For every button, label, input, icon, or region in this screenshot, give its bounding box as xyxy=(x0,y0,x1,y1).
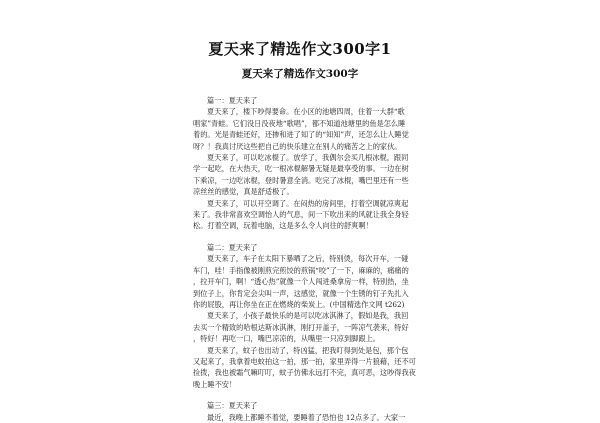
paragraph-line: 去买一个精致的哈根达斯冰淇淋，刚打开盖子，一阵凉气袭来，特好 xyxy=(193,322,409,332)
paragraph-line: 你的屁股，再让你坐在正在燃烧的柴炭上。(中国精选作文网 t262) xyxy=(193,299,405,309)
section-heading: 篇二：夏天来了 xyxy=(207,242,258,252)
paragraph-line: 夏天来了，楼下吵得要命。在小区的池塘四周，住着一大群“歌 xyxy=(207,107,405,117)
paragraph-line: 夏天来了，小孩子最快乐的是可以吃冰淇淋了，假如是我，我回 xyxy=(207,311,409,321)
paragraph xyxy=(193,253,431,310)
paragraph-line: 捡拨，我也被霜气嘛叮叮，蚊子仿佛永远打不完，真可恶，这吵得我夜 xyxy=(193,368,416,378)
paragraph-line: 着的。光是青蛙还好，还掺和进了知了的“知知”声，还怎么让人睡觉 xyxy=(193,130,409,140)
paragraph-line: 车门，哇！手指像被刚煎完煎饺的煎锅“咬”了一下，麻麻的，痛痛的 xyxy=(193,265,409,275)
paragraph-line: 松。打着空调，玩着电脑，这是多么令人向往的舒爽啊！ xyxy=(193,221,373,231)
paragraph-line: 唱家”青蛙。它们没日没夜地“歌唱”，都不知道池塘里的鱼是怎么睡 xyxy=(193,118,406,128)
document-title: 夏天来了精选作文300字1 xyxy=(208,40,392,58)
paragraph xyxy=(193,412,431,423)
paragraph xyxy=(193,198,431,232)
document-subtitle: 夏天来了精选作文300字 xyxy=(241,68,359,80)
paragraph-line: 下乘凉，一边吃冰棍，登时暑意全消。吃完了冰棍，嘴巴里还有一些 xyxy=(193,175,409,185)
paragraph-line: 夏天来了，蚊子也出动了，特凶猛，把我叮得到处是包，那个包 xyxy=(207,345,409,355)
paragraph-line: 夏天来了，可以吃冰棍了。放学了，我偶尔会买几根冰棍，跟同 xyxy=(207,153,409,163)
section-heading: 篇一：夏天来了 xyxy=(207,96,258,105)
document-body xyxy=(193,95,431,423)
paragraph xyxy=(193,345,431,391)
paragraph xyxy=(193,152,431,198)
paragraph xyxy=(193,106,431,152)
section-heading: 篇三：夏天来了 xyxy=(207,401,258,411)
paragraph-line: ，特好！再吃一口，嘴巴凉凉的，从嘴里一只凉到脚跟上。 xyxy=(193,334,380,344)
paragraph-line: 呀？！我真讨厌这些把自己的快乐建立在别人的痛苦之上的家伙。 xyxy=(193,141,402,151)
paragraph-line: 夏天来了，车子在太阳下暴晒了之后，特别烫，每次开车，一碰 xyxy=(207,254,409,264)
paragraph-line: 来了。我非常喜欢空调怡人的气息，间一下吹出来的风就让我全身轻 xyxy=(193,210,409,220)
paragraph-line: 到位子上，你肯定会尖叫一声，这感觉，就像一个生锈的钉子先扎入 xyxy=(193,288,409,298)
paragraph-line: 夏天来了，可以开空调了。在闷热的房间里，打着空调就凉爽起 xyxy=(207,198,409,208)
paragraph-line: 凉丝丝的感觉，真是舒适极了。 xyxy=(193,187,294,197)
paragraph-line: 又起来了，我拿着电蚊拍这一拍，那一拍，家里弄得一片狼藉，还不可 xyxy=(193,356,416,366)
paragraph-line: ，拉开车门，啊！“透心热”就像一个人闯进桑拿房一样，特别热，坐 xyxy=(193,277,409,287)
paragraph-line: 学一起吃，在大热天，吃一根冰棍解暑无疑是最享受的事。一边在树 xyxy=(193,164,409,174)
paragraph-line: 最近，我晚上都睡不着觉，要睡着了恐怕也 12点多了。大家一 xyxy=(207,412,406,422)
paragraph xyxy=(193,310,431,344)
paragraph-line: 晚上睡不安！ xyxy=(193,379,237,389)
